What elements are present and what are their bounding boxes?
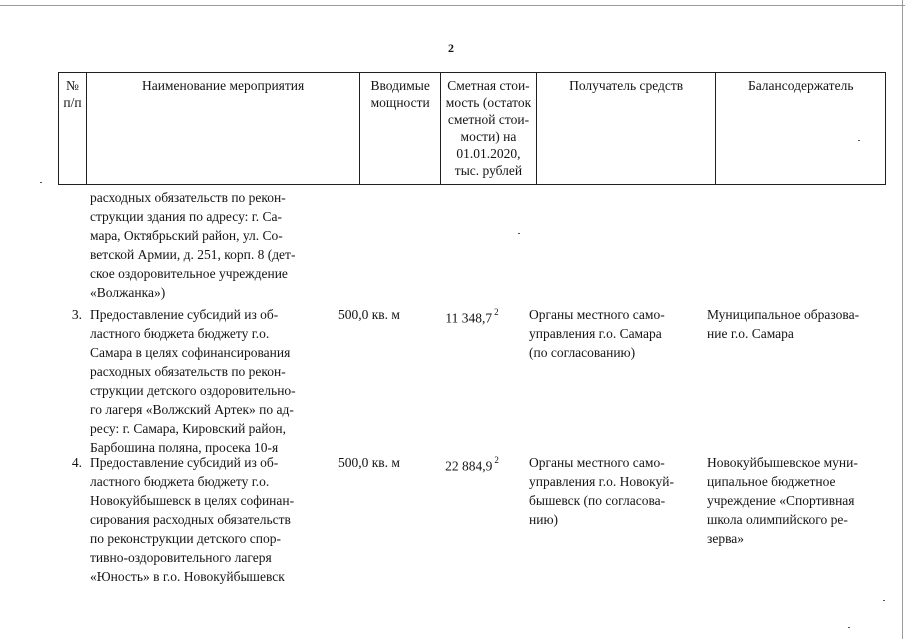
header-power: Вводимые мощности: [360, 73, 441, 184]
row-recipient: Органы местного само- управления г.о. Новокуй- бышевск (по согласова- нию): [529, 455, 674, 527]
header-num: № п/п: [59, 73, 87, 184]
page-number: 2: [448, 41, 454, 55]
row-power: 500,0 кв. м: [338, 307, 400, 322]
row-cost: [422, 305, 522, 328]
scan-speck: [858, 140, 860, 141]
row-number: 4.: [71, 455, 82, 470]
row-cost-note: 2: [494, 455, 499, 465]
row-cost-value: 11 348,7: [445, 310, 493, 326]
row-number: 3.: [71, 307, 82, 322]
scan-right-edge: [902, 0, 903, 639]
row-cost-note: 2: [494, 307, 499, 317]
scan-speck: [883, 600, 885, 601]
row-cost-value: 22 884,9: [445, 458, 493, 474]
scan-speck: [518, 233, 520, 234]
row-recipient: Органы местного само- управления г.о. Самара (по согласованию): [529, 307, 665, 360]
header-cost: Сметная стои- мость (остаток сметной стои- мости) на 01.01.2020, тыс. рублей: [441, 73, 537, 184]
header-recipient: Получатель средств: [537, 73, 717, 184]
header-holder: Балансодержатель: [747, 78, 854, 93]
table-row: [58, 305, 886, 455]
scan-speck: [40, 182, 42, 183]
row-holder: Новокуйбышевское муни- ципальное бюджетное учреждение «Спортивная школа олимпийского ре- зерва»: [707, 455, 858, 546]
header-name: Наименование мероприятия: [87, 73, 360, 184]
row-holder: Муниципальное образова- ние г.о. Самара: [707, 307, 860, 341]
table-row: [58, 453, 886, 583]
scan-top-edge: [0, 5, 905, 6]
row-power: 500,0 кв. м: [338, 455, 400, 470]
scan-speck: [848, 627, 850, 628]
row-name: Предоставление субсидий из об- ластного бюджета бюджету г.о. Самара в целях софинансирования расходных обязательств по рекон- струкции детского оздоровительно- го лагеря «Волжский Артек» по ад- ресу: г. Самара, Кировский район, Барбошина поляна, просека 10-я: [90, 307, 296, 455]
table-header: [58, 72, 886, 185]
row-name: Предоставление субсидий из об- ластного бюджета бюджету г.о. Новокуйбышевск в целях софинан- сирования расходных обязательств по реконструкции детского спор- тивно-оздоровительного лагеря «Юность» в г.о. Новокуйбышевск: [90, 455, 295, 584]
row-cost: [422, 453, 522, 476]
continuation-text: расходных обязательств по рекон- струкции здания по адресу: г. Са- мара, Октябрьский район, ул. Со- ветской Армии, д. 251, корп. 8 (дет- ское оздоровительное учреждение «Волжанка»): [90, 190, 296, 300]
